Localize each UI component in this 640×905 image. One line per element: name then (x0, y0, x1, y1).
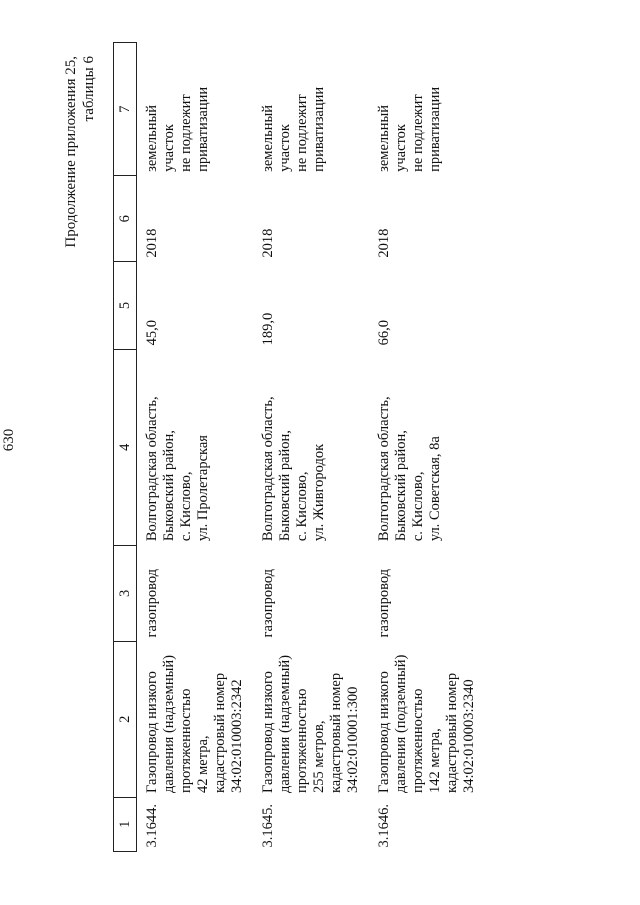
object-note: земельный участок не подлежит приватизации (260, 86, 327, 172)
table-row (370, 43, 486, 852)
object-type: газопровод (376, 568, 392, 638)
table-row (137, 43, 255, 852)
header-col-3: 3 (114, 545, 137, 641)
row-number: 3.1645. (260, 804, 276, 848)
object-value: 45,0 (144, 320, 160, 346)
property-table (113, 42, 486, 852)
object-name: Газопровод низкого давления (надземный) протяженностью 255 метров, кадастровый номер 34:02:010001:300 (260, 655, 361, 794)
object-type: газопровод (144, 568, 160, 638)
object-value: 66,0 (376, 320, 392, 346)
header-col-2: 2 (114, 641, 137, 797)
object-value: 189,0 (260, 312, 276, 346)
object-address: Волгоградская область, Быковский район, с. Кислово, ул. Советская, 8а (376, 396, 443, 542)
continuation-line-2: таблицы 6 (81, 56, 97, 122)
header-col-1: 1 (114, 797, 137, 851)
row-number: 3.1646. (376, 804, 392, 848)
object-year: 2018 (144, 228, 160, 258)
object-type: газопровод (260, 568, 276, 638)
header-col-5: 5 (114, 262, 137, 350)
row-number: 3.1644. (144, 804, 160, 848)
header-row (114, 43, 137, 852)
object-address: Волгоградская область, Быковский район, с. Кислово, ул. Живгородок (260, 396, 327, 542)
object-note: земельный участок не подлежит приватизации (144, 86, 211, 172)
page-number: 630 (1, 428, 17, 452)
header-col-4: 4 (114, 349, 137, 545)
header-col-7: 7 (114, 43, 137, 176)
object-address: Волгоградская область, Быковский район, с. Кислово, ул. Пролетарская (144, 396, 211, 542)
object-name: Газопровод низкого давления (надземный) протяженностью 42 метра, кадастровый номер 34:02:010003:2342 (144, 655, 245, 794)
object-year: 2018 (260, 228, 276, 258)
header-col-6: 6 (114, 176, 137, 262)
object-note: земельный участок не подлежит приватизации (376, 86, 443, 172)
object-year: 2018 (376, 228, 392, 258)
table-row (254, 43, 370, 852)
continuation-heading (62, 56, 98, 316)
continuation-line-1: Продолжение приложения 25, (63, 56, 79, 248)
object-name: Газопровод низкого давления (подземный) протяженностью 142 метра, кадастровый номер 34:02:010003:2340 (376, 654, 477, 794)
